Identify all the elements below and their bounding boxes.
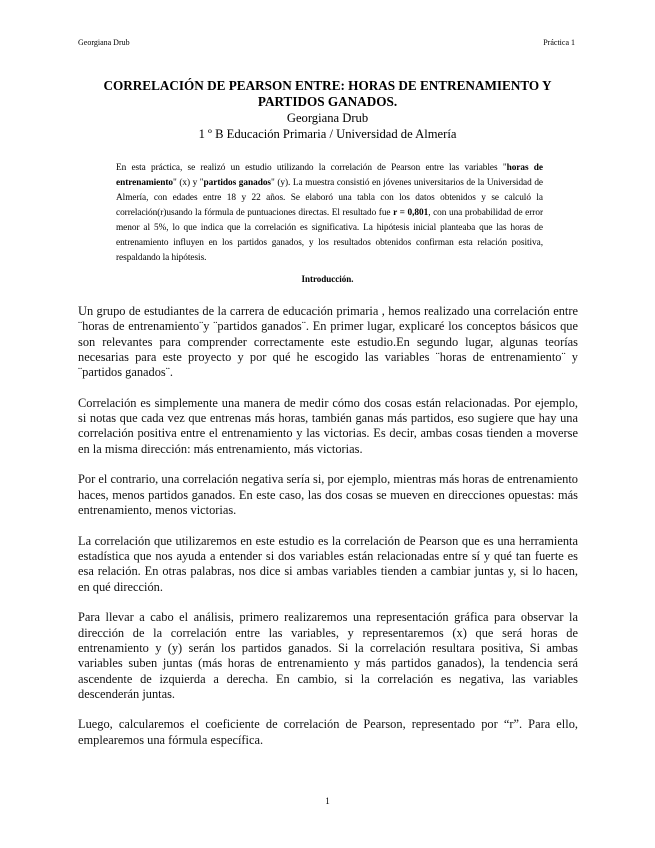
page-header (78, 38, 575, 47)
title-line-2: PARTIDOS GANADOS. (257, 93, 398, 109)
paragraph: Por el contrario, una correlación negativa sería si, por ejemplo, mientras más horas de entrenamiento haces, menos partidos ganados. En este caso, las dos cosas se mueven en direcciones opuestas: más entrenamiento, menos victorias. (78, 472, 578, 518)
abstract-text-4: , con una probabilidad de error menor al 5%, lo que indica que la correlación es significativa. La hipótesis inicial planteaba que las horas de entrenamiento influyen en los partidos ganados, y los resultados obtenidos confirman esta relación positiva, respaldando la hipótesis. (116, 208, 543, 263)
body-text (78, 304, 578, 763)
paragraph: Luego, calcularemos el coeficiente de correlación de Pearson, representado por “r”. Para ello, emplearemos una fórmula específica. (78, 717, 578, 747)
paragraph: Para llevar a cabo el análisis, primero realizaremos una representación gráfica para observar la dirección de la correlación entre las variables, y representaremos (x) que será horas de entrenamiento y (y) serán los partidos ganados. Si la correlación resultara positiva, Si ambas variables suben juntas (más horas de entrenamiento y más partidos ganados), la tendencia será ascendente de izquierda a derecha. En cambio, si la correlación es negativa, las variables descenderán juntas. (78, 610, 578, 701)
abstract-bold-result: r = 0,801 (393, 208, 429, 218)
page-number: 1 (325, 796, 330, 806)
header-author: Georgiana Drub (78, 38, 130, 47)
header-practice: Práctica 1 (543, 38, 575, 47)
title-line-1: CORRELACIÓN DE PEARSON ENTRE: HORAS DE ENTRENAMIENTO Y (103, 78, 552, 93)
abstract-bold-variable-y: partidos ganados (203, 178, 271, 188)
author-name: Georgiana Drub (286, 111, 369, 125)
abstract (116, 161, 543, 266)
paragraph: La correlación que utilizaremos en este estudio es la correlación de Pearson que es una herramienta estadística que nos ayuda a entender si dos variables están relacionadas entre sí y qué tan fuerte es esa relación. En otras palabras, nos dice si ambas variables tienden a cambiar juntas y, si lo hacen, en qué dirección. (78, 533, 578, 594)
document-title (78, 78, 577, 109)
abstract-bold-variable-x: horas de entrenamiento (116, 163, 543, 188)
abstract-text-3: " (y). La muestra consistió en jóvenes universitarios de la Universidad de Almería, con edades entre 18 y 22 años. Se elaboró una tabla con los datos obtenidos y se calculó la correlación(r)usando la fórmula de puntuaciones directas. El resultado fue (116, 178, 543, 218)
section-heading-introduction: Introducción. (301, 274, 354, 284)
author-block (78, 110, 577, 142)
abstract-text-1: En esta práctica, se realizó un estudio utilizando la correlación de Pearson entre las variables " (116, 163, 507, 173)
abstract-text-2: " (x) y " (173, 178, 204, 188)
paragraph: Un grupo de estudiantes de la carrera de educación primaria , hemos realizado una correlación entre ¨horas de entrenamiento¨y ¨partidos ganados¨. En primer lugar, explicaré los conceptos básicos que son relevantes para comprender correctamente este estudio.En segundo lugar, algunas teorías necesarias para este proyecto y por qué he escogido las variables ¨horas de entrenamiento¨ y ¨partidos ganados¨. (78, 304, 578, 380)
author-affiliation: 1 º B Educación Primaria / Universidad de Almería (198, 127, 457, 141)
paragraph: Correlación es simplemente una manera de medir cómo dos cosas están relacionadas. Por ejemplo, si notas que cada vez que entrenas más horas, también ganas más partidos, eso sugiere que hay una correlación positiva entre el entrenamiento y las victorias. Es decir, ambas cosas tienden a moverse en la misma dirección: más entrenamiento, más victorias. (78, 395, 578, 456)
